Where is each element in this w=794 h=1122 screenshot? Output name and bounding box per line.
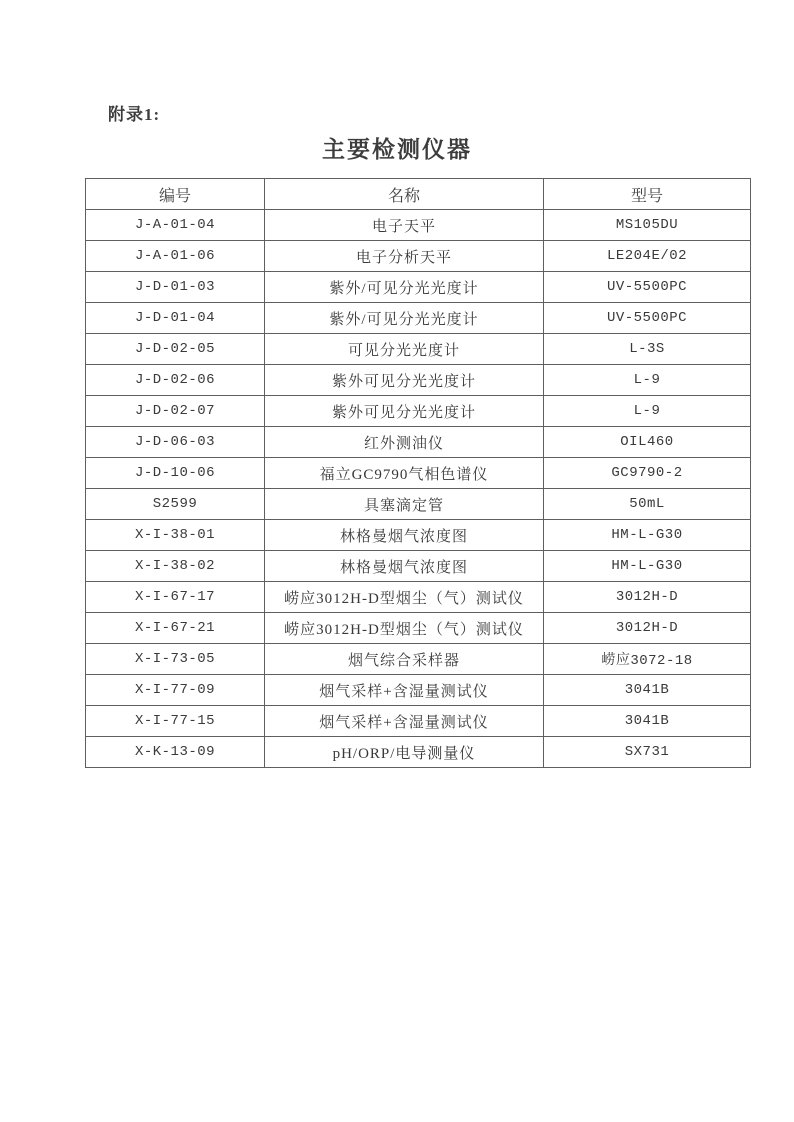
row-name: 紫外可见分光光度计: [265, 396, 544, 427]
table-body: [86, 210, 751, 768]
row-model: UV-5500PC: [544, 272, 751, 303]
row-name: 紫外可见分光光度计: [265, 365, 544, 396]
row-code: X-I-77-09: [86, 675, 265, 706]
row-model: L-3S: [544, 334, 751, 365]
row-model: 3041B: [544, 706, 751, 737]
row-model: MS105DU: [544, 210, 751, 241]
header-row: [86, 179, 751, 210]
row-code: J-D-01-03: [86, 272, 265, 303]
row-name: 电子分析天平: [265, 241, 544, 272]
row-name: 林格曼烟气浓度图: [265, 551, 544, 582]
row-code: S2599: [86, 489, 265, 520]
row-model: UV-5500PC: [544, 303, 751, 334]
row-model: 3012H-D: [544, 582, 751, 613]
row-model: 50mL: [544, 489, 751, 520]
table-row: [86, 303, 751, 334]
table-row: [86, 706, 751, 737]
row-model: 3012H-D: [544, 613, 751, 644]
table-row: [86, 737, 751, 768]
row-model: SX731: [544, 737, 751, 768]
column-header-code: 编号: [86, 179, 265, 210]
row-code: J-D-02-06: [86, 365, 265, 396]
table-row: [86, 644, 751, 675]
row-code: X-I-38-02: [86, 551, 265, 582]
row-name: 紫外/可见分光光度计: [265, 272, 544, 303]
table-row: [86, 675, 751, 706]
row-code: J-D-02-05: [86, 334, 265, 365]
row-name: 电子天平: [265, 210, 544, 241]
row-code: X-I-67-21: [86, 613, 265, 644]
row-model: 崂应3072-18: [544, 644, 751, 675]
table-row: [86, 365, 751, 396]
row-code: J-D-10-06: [86, 458, 265, 489]
table-row: [86, 458, 751, 489]
row-model: HM-L-G30: [544, 520, 751, 551]
row-model: L-9: [544, 396, 751, 427]
row-code: J-D-06-03: [86, 427, 265, 458]
row-name: 林格曼烟气浓度图: [265, 520, 544, 551]
row-name: 具塞滴定管: [265, 489, 544, 520]
table-row: [86, 210, 751, 241]
row-code: J-D-01-04: [86, 303, 265, 334]
table-row: [86, 582, 751, 613]
column-header-model: 型号: [544, 179, 751, 210]
table-row: [86, 334, 751, 365]
row-name: 红外测油仪: [265, 427, 544, 458]
instruments-table: [85, 178, 751, 768]
table-header: [86, 179, 751, 210]
row-name: 烟气采样+含湿量测试仪: [265, 675, 544, 706]
row-model: LE204E/02: [544, 241, 751, 272]
row-name: pH/ORP/电导测量仪: [265, 737, 544, 768]
column-header-name: 名称: [265, 179, 544, 210]
row-name: 紫外/可见分光光度计: [265, 303, 544, 334]
table-row: [86, 272, 751, 303]
row-model: OIL460: [544, 427, 751, 458]
row-code: X-K-13-09: [86, 737, 265, 768]
row-code: X-I-73-05: [86, 644, 265, 675]
row-name: 崂应3012H-D型烟尘（气）测试仪: [265, 582, 544, 613]
row-name: 福立GC9790气相色谱仪: [265, 458, 544, 489]
row-name: 烟气综合采样器: [265, 644, 544, 675]
table-row: [86, 613, 751, 644]
row-model: 3041B: [544, 675, 751, 706]
page-title: 主要检测仪器: [322, 137, 472, 162]
row-name: 崂应3012H-D型烟尘（气）测试仪: [265, 613, 544, 644]
row-model: L-9: [544, 365, 751, 396]
appendix-label: 附录1:: [108, 105, 161, 124]
table-row: [86, 520, 751, 551]
row-model: GC9790-2: [544, 458, 751, 489]
row-code: J-D-02-07: [86, 396, 265, 427]
table-row: [86, 551, 751, 582]
table-row: [86, 489, 751, 520]
table-row: [86, 396, 751, 427]
row-code: X-I-67-17: [86, 582, 265, 613]
row-name: 可见分光光度计: [265, 334, 544, 365]
row-name: 烟气采样+含湿量测试仪: [265, 706, 544, 737]
row-code: X-I-38-01: [86, 520, 265, 551]
row-model: HM-L-G30: [544, 551, 751, 582]
row-code: J-A-01-04: [86, 210, 265, 241]
row-code: X-I-77-15: [86, 706, 265, 737]
row-code: J-A-01-06: [86, 241, 265, 272]
table-row: [86, 241, 751, 272]
table-row: [86, 427, 751, 458]
